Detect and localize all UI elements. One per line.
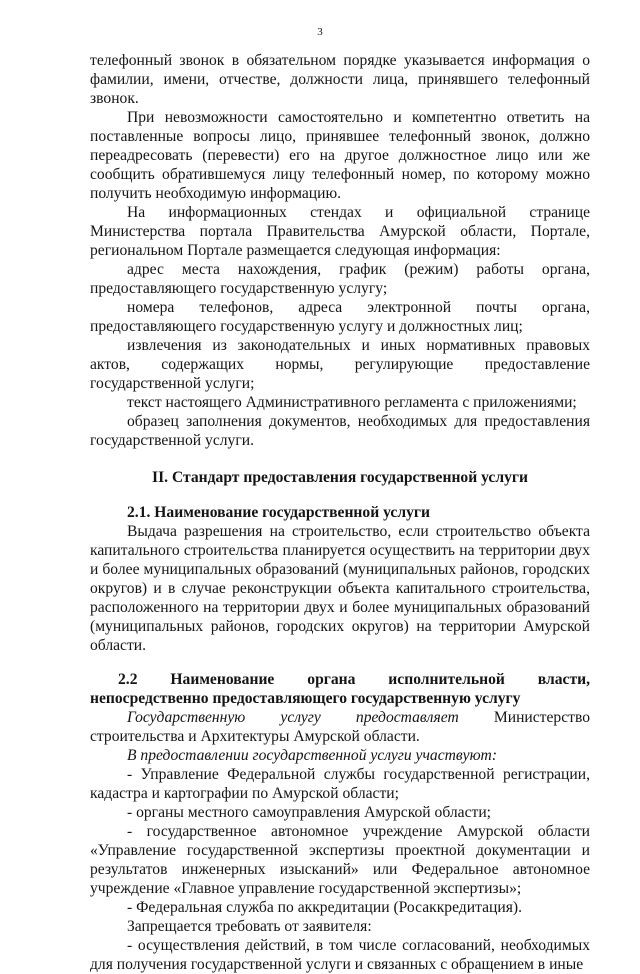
page-number: 3: [317, 26, 323, 38]
paragraph: На информационных стендах и официальной странице Министерства портала Правительства Амурской области, Портале, региональном Портале размещается следующая информация:: [90, 204, 590, 259]
list-item: - органы местного самоуправления Амурской области;: [127, 804, 491, 821]
paragraph: Выдача разрешения на строительство, если строительство объекта капитального строительства планируется осуществить на территории двух и более муниципальных образований (муниципальных районов, городских округов) и в случае реконструкции объекта капитального строительства, расположенного на территории двух и более муниципальных образований (муниципальных районов, городских округов) на территории Амурской области.: [90, 523, 590, 654]
list-item: - государственное автономное учреждение Амурской области «Управление государственной экспертизы проектной документации и результатов инженерных изысканий» или Федеральное автономное учреждение «Главное управление государственной экспертизы»;: [90, 823, 590, 897]
participants-lead: В предоставлении государственной услуги участвуют:: [127, 747, 498, 764]
list-item: извлечения из законодательных и иных нормативных правовых актов, содержащих нормы, регулирующие предоставление государственной услуги;: [90, 337, 590, 392]
paragraph: При невозможности самостоятельно и компетентно ответить на поставленные вопросы лицо, принявшее телефонный звонок, должно переадресовать (перевести) его на другое должностное лицо или же сообщить обратившемуся лицу телефонный номер, по которому можно получить необходимую информацию.: [90, 109, 590, 202]
paragraph: Запрещается требовать от заявителя:: [127, 918, 372, 935]
list-item: - Федеральная служба по аккредитации (Росаккредитация).: [127, 899, 522, 916]
document-body: [90, 51, 590, 974]
list-item: номера телефонов, адреса электронной почты органа, предоставляющего государственную услугу и должностных лиц;: [90, 299, 590, 335]
provider-name: Министерство строительства и Архитектуры Амурской области.: [90, 709, 591, 745]
subsection-heading: 2.2 Наименование органа исполнительной власти, непосредственно предоставляющего государственную услугу: [90, 671, 590, 707]
provider-lead: Государственную услугу предоставляет: [127, 709, 459, 726]
subsection-heading: 2.1. Наименование государственной услуги: [127, 504, 430, 521]
paragraph: - осуществления действий, в том числе согласований, необходимых для получения государственной услуги и связанных с обращением в иные: [90, 937, 590, 973]
list-item: адрес места нахождения, график (режим) работы органа, предоставляющего государственную услугу;: [90, 261, 590, 297]
section-heading: II. Стандарт предоставления государственной услуги: [152, 469, 528, 486]
list-item: - Управление Федеральной службы государственной регистрации, кадастра и картографии по Амурской области;: [90, 766, 590, 802]
list-item: образец заполнения документов, необходимых для предоставления государственной услуги.: [90, 413, 590, 449]
paragraph: [90, 708, 590, 746]
paragraph: телефонный звонок в обязательном порядке указывается информация о фамилии, имени, отчестве, должности лица, принявшего телефонный звонок.: [90, 52, 590, 107]
list-item: текст настоящего Административного регламента с приложениями;: [127, 394, 577, 411]
